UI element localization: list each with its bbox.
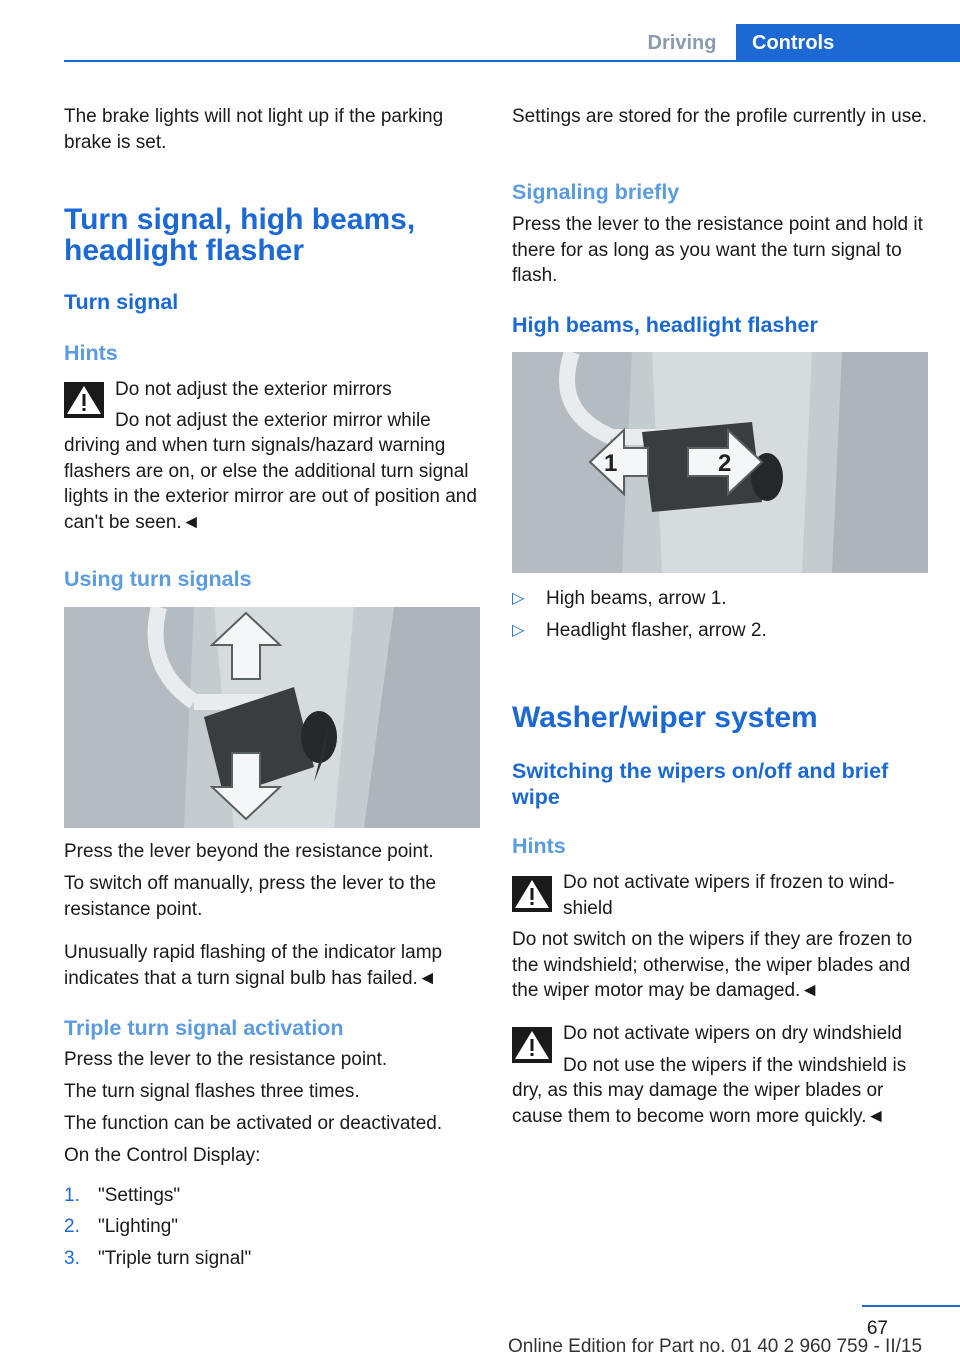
arrow-label-2: 2 xyxy=(718,450,732,477)
arrow-label-1: 1 xyxy=(604,450,618,477)
heading-line-2: headlight flasher xyxy=(64,234,305,267)
warning-icon xyxy=(512,1027,552,1063)
heading-washer-wiper: Washer/wiper system xyxy=(512,701,818,734)
heading-turn-signal-high-beams xyxy=(64,204,480,266)
warning-title-dry: Do not activate wipers on dry windshield xyxy=(563,1023,903,1044)
list-text: High beams, arrow 1. xyxy=(546,588,727,609)
list-text: Headlight flasher, arrow 2. xyxy=(546,620,767,641)
warning-icon xyxy=(512,876,552,912)
tab-driving[interactable]: Driving xyxy=(647,32,717,54)
heading-switching-wipers: Switching the wipers on/off and brief wipe xyxy=(512,759,889,809)
para-rapid-flashing: Unusually rapid flashing of the indicator lamp indicates that a turn signal bulb has failed.◄ xyxy=(64,942,443,989)
list-number: 1. xyxy=(64,1185,80,1206)
footer-rule xyxy=(862,1305,960,1307)
page-number: 67 xyxy=(866,1318,888,1339)
para-signaling-briefly: Press the lever to the resistance point and hold it there for as long as you want the turn signal to flash. xyxy=(512,214,923,286)
heading-hints: Hints xyxy=(64,341,118,365)
intro-paragraph: The brake lights will not light up if the parking brake is set. xyxy=(64,106,444,153)
para-beyond-resistance: Press the lever beyond the resistance point. xyxy=(64,841,434,862)
header-rule xyxy=(64,60,960,62)
heading-turn-signal: Turn signal xyxy=(64,290,179,314)
list-text: "Lighting" xyxy=(98,1216,179,1237)
warning-body-frozen: Do not switch on the wipers if they are frozen to the windshield; otherwise, the wiper blades and the wiper motor may be damaged.◄ xyxy=(512,929,913,1001)
high-beam-lever-illustration xyxy=(512,352,928,573)
list-number: 2. xyxy=(64,1216,80,1237)
para-three-times: The turn signal flashes three times. xyxy=(64,1081,360,1102)
para-switch-off: To switch off manually, press the lever to the resistance point. xyxy=(64,873,437,920)
warning-title-mirrors: Do not adjust the exterior mirrors xyxy=(115,379,392,400)
warning-body-first-line: Do not use the wipers if the windshield is xyxy=(563,1055,907,1076)
bullet-marker: ▷ xyxy=(512,590,525,607)
list-number: 3. xyxy=(64,1248,80,1269)
heading-triple-turn-signal: Triple turn signal activation xyxy=(64,1016,344,1040)
heading-using-turn-signals: Using turn signals xyxy=(64,567,252,591)
heading-hints-wipers: Hints xyxy=(512,834,566,858)
para-control-display: On the Control Display: xyxy=(64,1145,261,1166)
warning-body-first-line: Do not adjust the exterior mirror while xyxy=(115,410,431,431)
list-text: "Triple turn signal" xyxy=(98,1248,252,1269)
para-settings-stored: Settings are stored for the profile currently in use. xyxy=(512,106,928,127)
footer-edition: Online Edition for Part no. 01 40 2 960 759 - II/15 xyxy=(507,1336,923,1357)
bullet-marker: ▷ xyxy=(512,622,525,639)
warning-body-mirrors: driving and when turn signals/hazard warning flashers are on, or else the additional turn signal lights in the exterior mirror are out of position and can't be seen.◄ xyxy=(64,435,477,533)
para-press-resistance: Press the lever to the resistance point. xyxy=(64,1049,388,1070)
heading-high-beams: High beams, headlight flasher xyxy=(512,313,818,337)
para-function: The function can be activated or deactivated. xyxy=(64,1113,443,1134)
warning-icon xyxy=(64,382,104,418)
warning-body-dry: dry, as this may damage the wiper blades or cause them to become worn more quickly.◄ xyxy=(512,1080,886,1127)
heading-line-1: Turn signal, high beams, xyxy=(64,203,416,236)
list-text: "Settings" xyxy=(98,1185,181,1206)
warning-title-frozen: Do not activate wipers if frozen to windshield xyxy=(563,872,895,919)
turn-signal-lever-illustration xyxy=(64,607,480,828)
tab-controls[interactable]: Controls xyxy=(736,24,960,62)
heading-signaling-briefly: Signaling briefly xyxy=(512,180,680,204)
